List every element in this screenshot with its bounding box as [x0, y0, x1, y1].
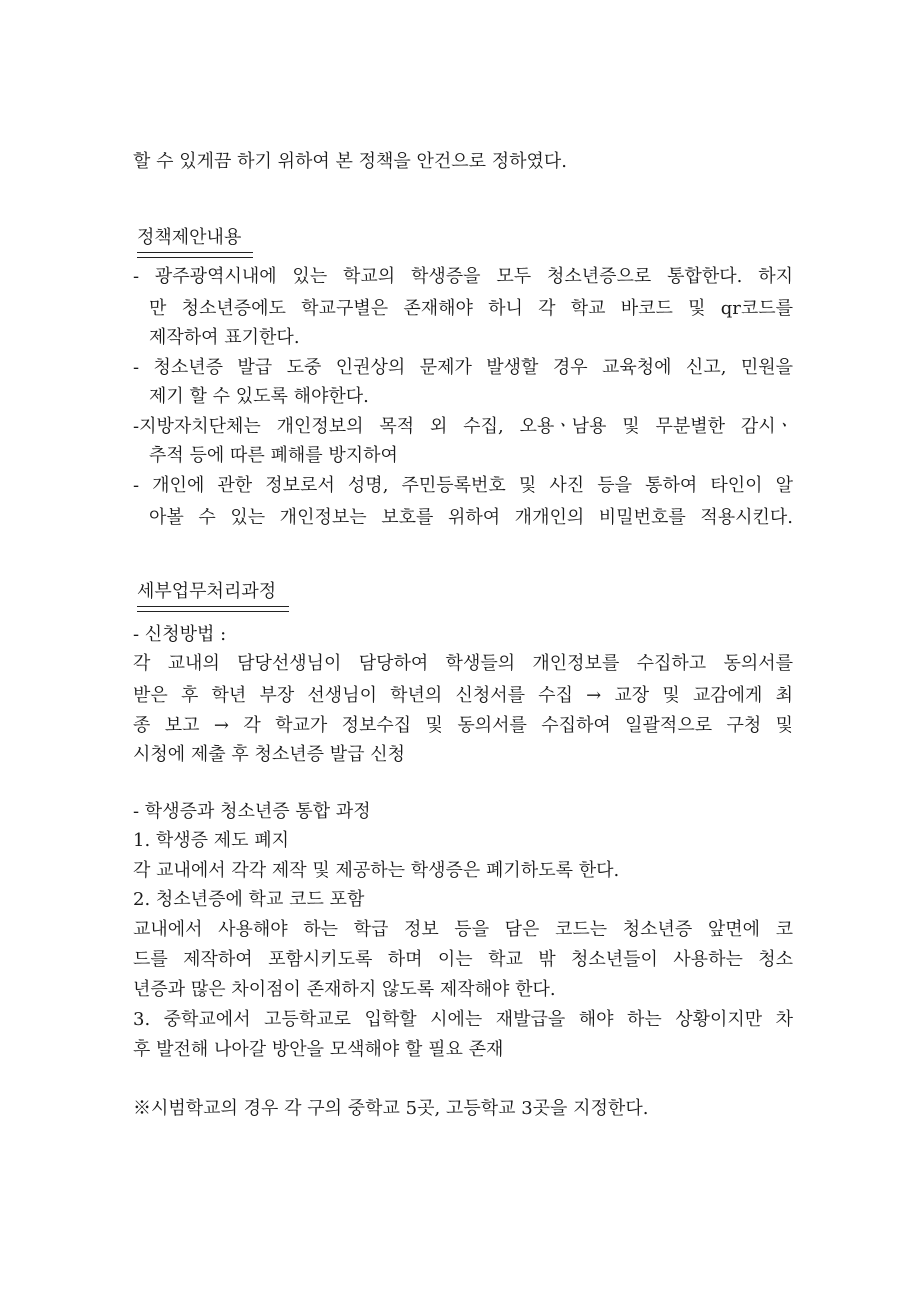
proposal-item-2-line-1: - 청소년증 발급 도중 인권상의 문제가 발생할 경우 교육청에 신고, 민원을 — [133, 357, 793, 378]
step-3-line-1: 3. 중학교에서 고등학교로 입학할 시에는 재발급을 해야 하는 상황이지만 차 — [133, 1009, 793, 1030]
proposal-item-2-line-2: 제기 할 수 있도록 해야한다. — [149, 386, 369, 407]
proposal-item-4-line-1: - 개인에 관한 정보로서 성명, 주민등록번호 및 사진 등을 통하여 타인이 알 — [133, 475, 793, 496]
proposal-item-4-line-2: 아볼 수 있는 개인정보는 보호를 위하여 개개인의 비밀번호를 적용시킨다. — [149, 507, 793, 528]
step-2-line-3: 년증과 많은 차이점이 존재하지 않도록 제작해야 한다. — [133, 979, 556, 1000]
heading-double-underline — [137, 606, 289, 612]
step-2-line-2: 드를 제작하여 포함시키도록 하며 이는 학교 밖 청소년들이 사용하는 청소 — [133, 949, 793, 970]
intro-closing-line: 할 수 있게끔 하기 위하여 본 정책을 안건으로 정하였다. — [133, 151, 568, 172]
application-line-4: 시청에 제출 후 청소년증 발급 신청 — [133, 744, 406, 765]
pilot-school-note: ※시범학교의 경우 각 구의 중학교 5곳, 고등학교 3곳을 지정한다. — [133, 1098, 649, 1119]
step-1-title: 1. 학생증 제도 폐지 — [133, 830, 290, 851]
proposal-item-3-line-1: -지방자치단체는 개인정보의 목적 외 수집, 오용ㆍ남용 및 무분별한 감시ㆍ — [133, 416, 793, 437]
application-line-1: 각 교내의 담당선생님이 담당하여 학생들의 개인정보를 수집하고 동의서를 — [133, 653, 793, 674]
proposal-item-1-line-3: 제작하여 표기한다. — [149, 327, 300, 348]
proposal-item-3-line-2: 추적 등에 따른 폐해를 방지하여 — [149, 445, 398, 466]
step-1-body: 각 교내에서 각각 제작 및 제공하는 학생증은 폐기하도록 한다. — [133, 860, 620, 881]
section-heading-policy-proposal: 정책제안내용 — [137, 227, 242, 248]
heading-double-underline — [137, 252, 253, 258]
step-3-line-2: 후 발전해 나아갈 방안을 모색해야 할 필요 존재 — [133, 1039, 504, 1060]
proposal-item-1-line-2: 만 청소년증에도 학교구별은 존재해야 하니 각 학교 바코드 및 qr코드를 — [149, 298, 793, 319]
application-method-label: - 신청방법 : — [133, 624, 227, 645]
step-2-line-1: 교내에서 사용해야 하는 학급 정보 등을 담은 코드는 청소년증 앞면에 코 — [133, 919, 793, 940]
step-2-title: 2. 청소년증에 학교 코드 포함 — [133, 889, 365, 910]
section-heading-process: 세부업무처리과정 — [137, 581, 277, 602]
application-line-3: 종 보고 → 각 학교가 정보수집 및 동의서를 수집하여 일괄적으로 구청 및 — [133, 715, 793, 736]
integration-label: - 학생증과 청소년증 통합 과정 — [133, 801, 371, 822]
application-line-2: 받은 후 학년 부장 선생님이 학년의 신청서를 수집 → 교장 및 교감에게 최 — [133, 685, 793, 706]
proposal-item-1-line-1: - 광주광역시내에 있는 학교의 학생증을 모두 청소년증으로 통합한다. 하지 — [133, 266, 793, 287]
